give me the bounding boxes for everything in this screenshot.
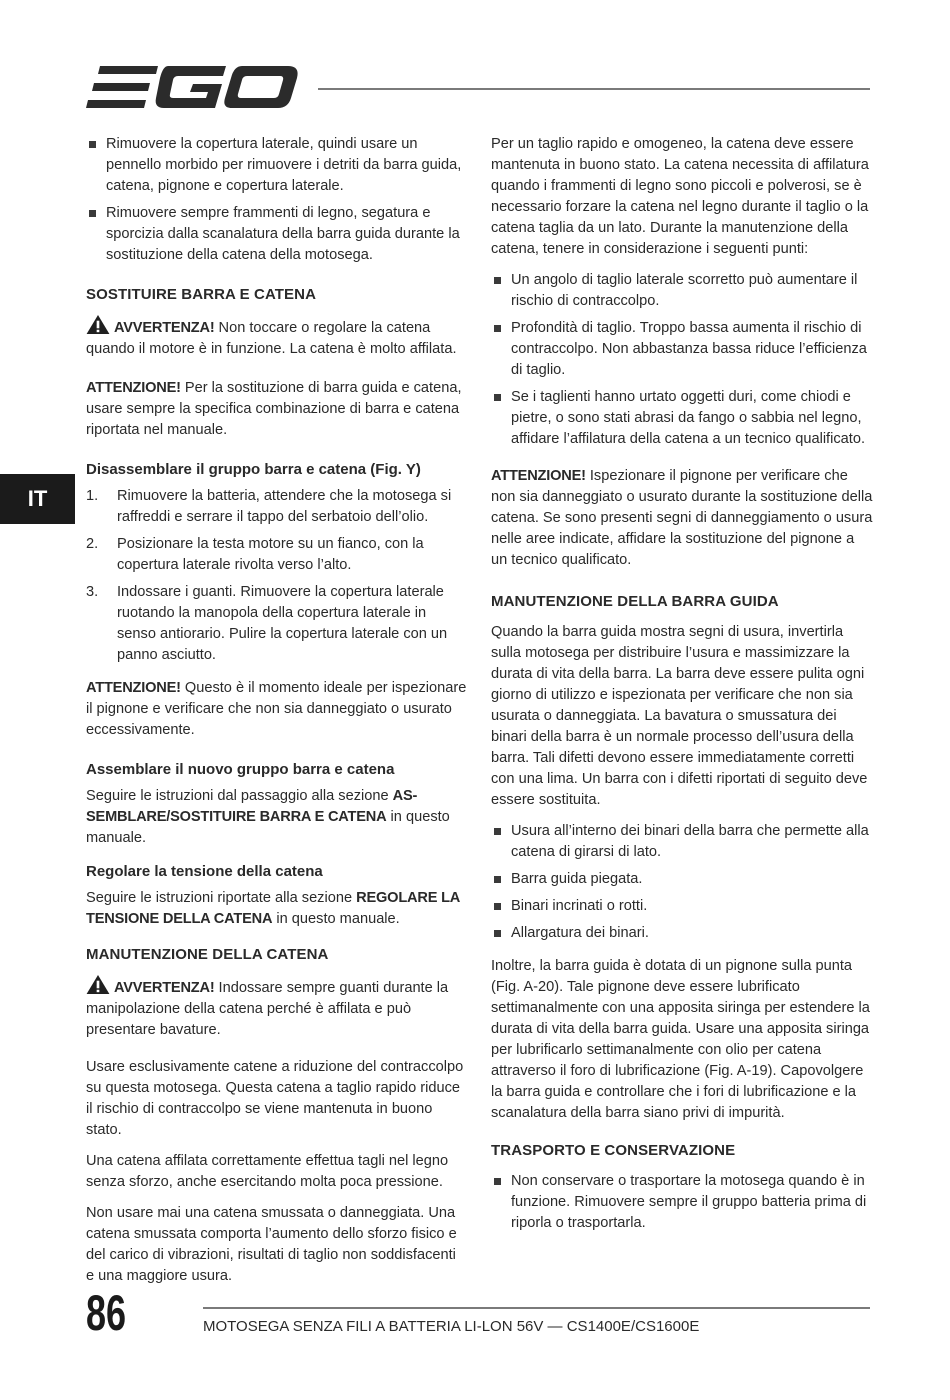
body-text: Seguire le istruzioni riportate alla sezione bbox=[86, 890, 357, 906]
body-paragraph: Una catena affilata correttamente effettua tagli nel legno senza sforzo, anche esercitando molta poca pressione. bbox=[86, 1153, 449, 1190]
list-item: Rimuovere sempre frammenti di legno, segatura e sporcizia dalla scanalatura della barra guida durante la sostituzione della catena della motosega. bbox=[86, 203, 468, 266]
step-text: Rimuovere la batteria, attendere che la motosega si raffreddi e serrare il tappo del serbatoio dell’olio. bbox=[117, 488, 452, 525]
step-item bbox=[86, 582, 468, 666]
body-paragraph: Quando la barra guida mostra segni di usura, invertirla sulla motosega per distribuire l’usura e massimizzare la durata di vita della barra. La barra deve essere pulita ogni giorno di utilizzo e ispezionata per verificare che non sia usurata o danneggiata. La bavatura o smussatura dei binari della barra è un normale processo dell’usura della barra. Tali difetti devono essere immediatamente corretti con una lima. Un barra con i difetti riportati di seguito deve essere sostituita. bbox=[491, 624, 868, 808]
caution-label: ATTENZIONE! bbox=[86, 380, 181, 396]
caution-text: Ispezionare il pignone per verificare che non sia danneggiato o usurato durante la sostituzione della catena. Se sono presenti segni di danneggiamento o usura nelle aree indicate, affidare la sostituzione del pignone a un tecnico qualificato. bbox=[491, 468, 873, 568]
warning-label: AVVERTENZA! bbox=[114, 980, 215, 996]
list-item: Binari incrinati o rotti. bbox=[491, 896, 873, 917]
subsection-title-disassemble: Disassemblare il gruppo barra e catena (Fig. Y) bbox=[86, 461, 421, 478]
caution-text: Per la sostituzione di barra guida e catena, usare sempre la specifica combinazione di barra e catena riportata nel manuale. bbox=[86, 380, 462, 438]
caution-text: Questo è il momento ideale per ispezionare il pignone e verificare che non sia danneggiato o usurato eccessivamente. bbox=[86, 680, 467, 738]
subsection-title-assemble: Assemblare il nuovo gruppo barra e catena bbox=[86, 761, 395, 778]
body-paragraph: Per un taglio rapido e omogeneo, la catena deve essere mantenuta in buono stato. La catena necessita di affilatura quando i frammenti di legno sono piccoli e polverosi, se è necessario forzare la catena nel legno durante il taglio o la catena taglia da un lato. Durante la manutenzione della catena, tenere in considerazione i seguenti punti: bbox=[491, 136, 869, 257]
section-title-replace-bar-chain: SOSTITUIRE BARRA E CATENA bbox=[86, 286, 317, 303]
body-text: in questo manuale. bbox=[86, 809, 450, 846]
bar-defects-list bbox=[491, 821, 873, 944]
disassembly-steps bbox=[86, 486, 468, 666]
language-tab: IT bbox=[0, 474, 75, 524]
warning-text: Indossare sempre guanti durante la manipolazione della catena perché è affilata e può presentare bavature. bbox=[86, 980, 449, 1038]
page-number: 86 bbox=[86, 1285, 127, 1341]
list-item: Usura all’interno dei binari della barra che permette alla catena di girarsi di lato. bbox=[491, 821, 873, 863]
warning-triangle-icon bbox=[86, 315, 110, 334]
tension-paragraph bbox=[86, 888, 468, 930]
left-column bbox=[86, 134, 468, 1297]
footer-title: MOTOSEGA SENZA FILI A BATTERIA LI-LON 56V — CS1400E/CS1600E bbox=[203, 1318, 700, 1335]
caution-paragraph bbox=[86, 378, 468, 441]
section-title-chain-maintenance: MANUTENZIONE DELLA CATENA bbox=[86, 946, 329, 963]
body-paragraph: Inoltre, la barra guida è dotata di un pignone sulla punta (Fig. A-20). Tale pignone deve essere lubrificato settimanalmente con una apposita siringa per estendere la durata di vita della barra guida. Usare una apposita siringa per lubrificarlo settimanalmente con olio per catena attraverso il foro di lubrificazione (Fig. A-19). Capovolgere la barra guida e controllare che i fori di lubrificazione e la scanalatura della barra siano privi di impurità. bbox=[491, 958, 870, 1121]
list-item: Se i taglienti hanno urtato oggetti duri, come chiodi e pietre, o sono stati abrasi da fango o sabbia nel legno, affidare l’affilatura della catena a un tecnico qualificato. bbox=[491, 387, 873, 450]
caution-label: ATTENZIONE! bbox=[491, 468, 586, 484]
section-title-bar-maintenance: MANUTENZIONE DELLA BARRA GUIDA bbox=[491, 593, 779, 610]
list-item: Profondità di taglio. Troppo bassa aumenta il rischio di contraccolpo. Non abbastanza bassa riduce l’efficienza di taglio. bbox=[491, 318, 873, 381]
storage-points-list bbox=[491, 1171, 873, 1234]
ego-logo bbox=[86, 64, 298, 112]
warning-label: AVVERTENZA! bbox=[114, 320, 215, 336]
step-number: 3. bbox=[86, 584, 99, 600]
section-title-transport-storage: TRASPORTO E CONSERVAZIONE bbox=[491, 1142, 736, 1159]
maintenance-points-list bbox=[491, 270, 873, 450]
step-number: 2. bbox=[86, 536, 99, 552]
list-item: Barra guida piegata. bbox=[491, 869, 873, 890]
caution-paragraph bbox=[491, 466, 873, 571]
warning-paragraph bbox=[86, 315, 468, 360]
step-item bbox=[86, 534, 468, 576]
footer-rule bbox=[203, 1307, 870, 1309]
warning-text: Non toccare o regolare la catena quando il motore è in funzione. La catena è molto affilata. bbox=[86, 320, 457, 357]
warning-paragraph bbox=[86, 975, 468, 1041]
body-text: Seguire le istruzioni dal passaggio alla sezione bbox=[86, 788, 393, 804]
body-paragraph: Usare esclusivamente catene a riduzione del contraccolpo su questa motosega. Questa catena a taglio rapido riduce il rischio di contraccolpo se viene mantenuta in buono stato. bbox=[86, 1059, 464, 1138]
header-rule bbox=[318, 88, 870, 90]
body-paragraph: Non usare mai una catena smussata o danneggiata. Una catena smussata comporta l’aumento dello sforzo fisico e del carico di vibrazioni, risultati di taglio non soddisfacenti e una maggiore usura. bbox=[86, 1205, 457, 1284]
step-number: 1. bbox=[86, 488, 99, 504]
caution-paragraph bbox=[86, 678, 468, 741]
list-item: Rimuovere la copertura laterale, quindi usare un pennello morbido per rimuovere i detriti da barra guida, catena, pignone e copertura laterale. bbox=[86, 134, 468, 197]
body-text: in questo manuale. bbox=[272, 911, 400, 927]
list-item: Non conservare o trasportare la motosega quando è in funzione. Rimuovere sempre il gruppo batteria prima di riporla o trasportarla. bbox=[491, 1171, 873, 1234]
section-reference: REGOLARE LA TENSIONE DELLA CATENA bbox=[86, 890, 460, 927]
step-item bbox=[86, 486, 468, 528]
list-item: Allargatura dei binari. bbox=[491, 923, 873, 944]
section-reference: AS-SEMBLARE/SOSTITUIRE BARRA E CATENA bbox=[86, 788, 418, 825]
caution-label: ATTENZIONE! bbox=[86, 680, 181, 696]
intro-bullet-list bbox=[86, 134, 468, 266]
assemble-paragraph bbox=[86, 786, 468, 849]
warning-triangle-icon bbox=[86, 975, 110, 994]
step-text: Indossare i guanti. Rimuovere la copertura laterale ruotando la manopola della copertura laterale in senso antiorario. Pulire la copertura laterale con un panno asciutto. bbox=[117, 584, 448, 663]
list-item: Un angolo di taglio laterale scorretto può aumentare il rischio di contraccolpo. bbox=[491, 270, 873, 312]
subsection-title-tension: Regolare la tensione della catena bbox=[86, 863, 323, 880]
right-column bbox=[491, 134, 873, 1246]
step-text: Posizionare la testa motore su un fianco, con la copertura laterale rivolta verso l’alto. bbox=[117, 536, 424, 573]
